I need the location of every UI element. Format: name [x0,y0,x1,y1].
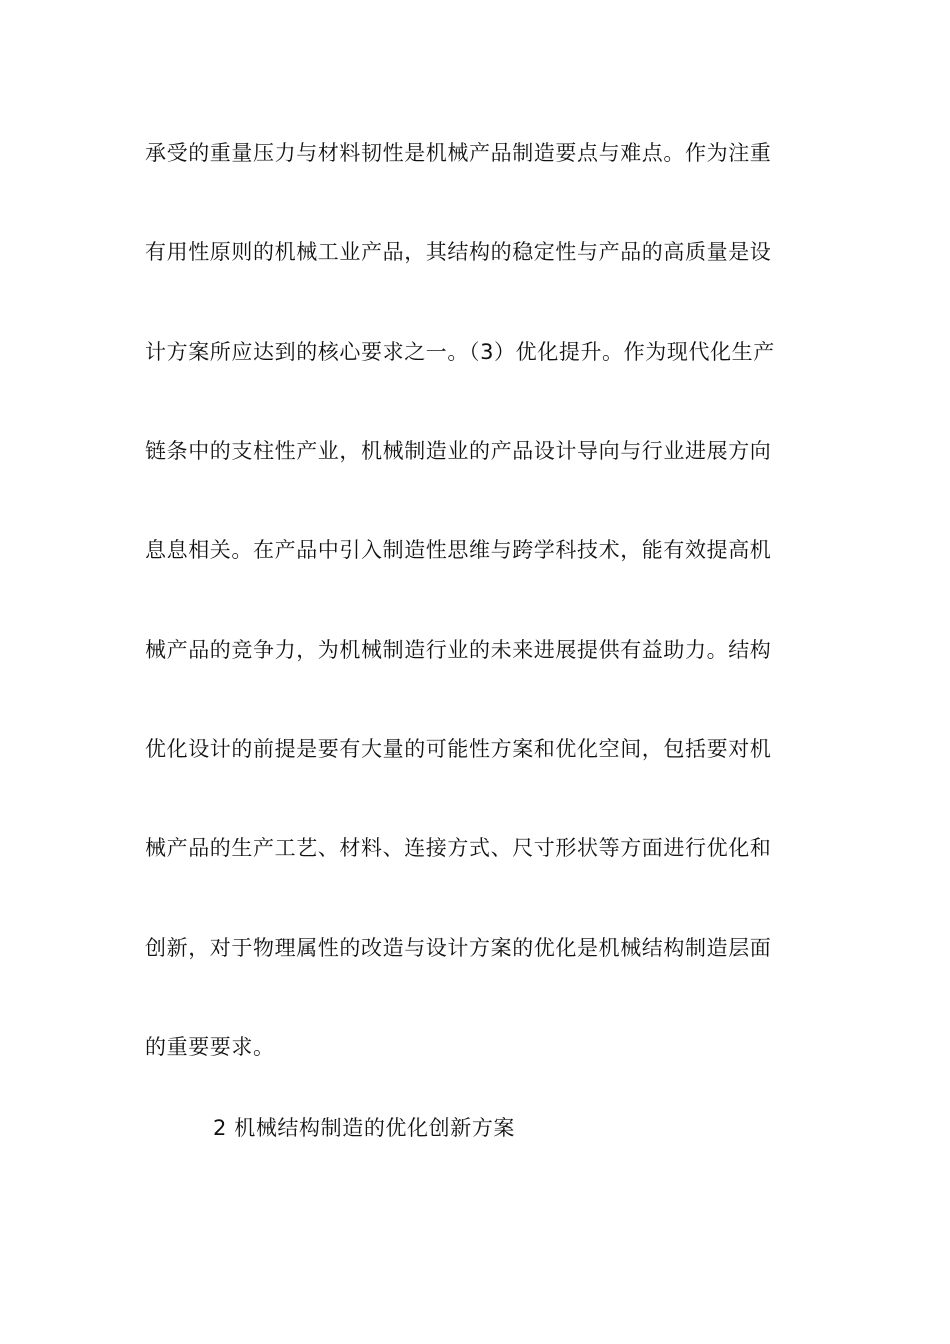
paragraph-line-6: 械产品的竞争力，为机械制造行业的未来进展提供有益助力。结构 [145,638,772,662]
paragraph-line-3: 计方案所应达到的核心要求之一。（3）优化提升。作为现代化生产 [145,340,775,364]
paragraph-line-4: 链条中的支柱性产业，机械制造业的产品设计导向与行业进展方向 [145,439,772,463]
paragraph-line-1: 承受的重量压力与材料韧性是机械产品制造要点与难点。作为注重 [145,141,772,165]
section-heading: 2 机械结构制造的优化创新方案 [213,1116,516,1140]
paragraph-line-5: 息息相关。在产品中引入制造性思维与跨学科技术，能有效提高机 [145,538,772,562]
paragraph-line-7: 优化设计的前提是要有大量的可能性方案和优化空间，包括要对机 [145,737,772,761]
paragraph-line-10: 的重要要求。 [145,1035,275,1059]
paragraph-line-2: 有用性原则的机械工业产品，其结构的稳定性与产品的高质量是设 [145,240,772,264]
paragraph-line-8: 械产品的生产工艺、材料、连接方式、尺寸形状等方面进行优化和 [145,836,772,860]
paragraph-line-9: 创新，对于物理属性的改造与设计方案的优化是机械结构制造层面 [145,936,772,960]
